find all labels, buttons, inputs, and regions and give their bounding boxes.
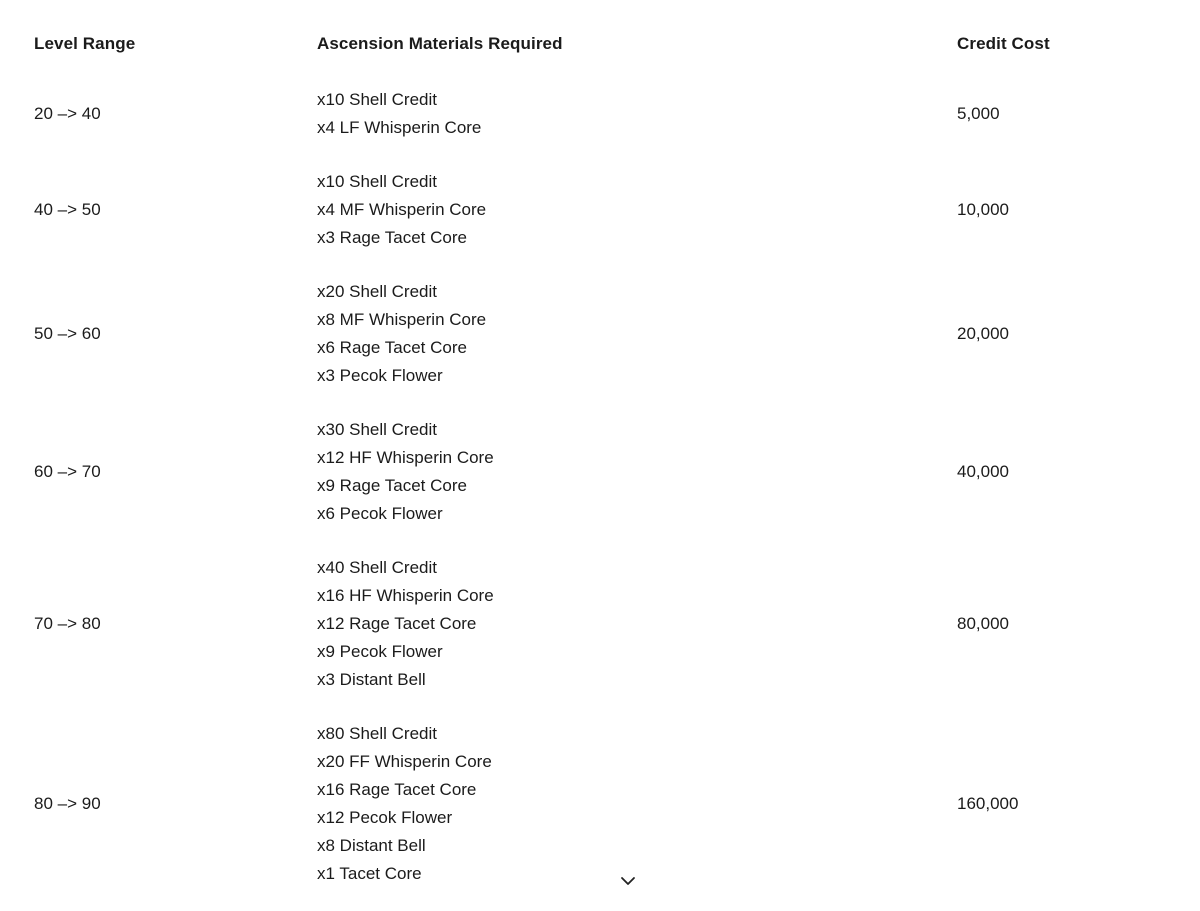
credit-cost-cell: 160,000 [957, 794, 1019, 813]
materials-cell [317, 528, 957, 694]
material-item: x20 FF Whisperin Core [317, 752, 492, 771]
credit-cost-cell: 40,000 [957, 462, 1009, 481]
level-range-cell: 70 –> 80 [34, 614, 101, 633]
credit-cost-cell: 10,000 [957, 200, 1009, 219]
material-item: x12 HF Whisperin Core [317, 448, 494, 467]
material-item: x12 Rage Tacet Core [317, 614, 477, 633]
materials-list [317, 168, 957, 252]
material-item: x20 Shell Credit [317, 282, 438, 301]
material-item: x9 Rage Tacet Core [317, 476, 467, 495]
header-level-range: Level Range [34, 34, 136, 53]
material-item: x12 Pecok Flower [317, 808, 453, 827]
table-row [34, 66, 1157, 142]
table-row [34, 528, 1157, 694]
materials-cell [317, 142, 957, 252]
material-item: x40 Shell Credit [317, 558, 438, 577]
materials-list [317, 554, 957, 694]
material-item: x3 Distant Bell [317, 670, 426, 689]
materials-list [317, 86, 957, 142]
material-item: x16 HF Whisperin Core [317, 586, 494, 605]
material-item: x6 Pecok Flower [317, 504, 443, 523]
level-range-cell: 80 –> 90 [34, 794, 101, 813]
header-credit-cost: Credit Cost [957, 34, 1050, 53]
level-range-cell: 50 –> 60 [34, 324, 101, 343]
material-item: x6 Rage Tacet Core [317, 338, 467, 357]
material-item: x3 Rage Tacet Core [317, 228, 467, 247]
material-item: x16 Rage Tacet Core [317, 780, 477, 799]
header-materials: Ascension Materials Required [317, 34, 563, 53]
material-item: x9 Pecok Flower [317, 642, 443, 661]
table-row [34, 252, 1157, 390]
credit-cost-cell: 5,000 [957, 104, 1000, 123]
level-range-cell: 40 –> 50 [34, 200, 101, 219]
material-item: x3 Pecok Flower [317, 366, 443, 385]
material-item: x80 Shell Credit [317, 724, 438, 743]
ascension-table [34, 22, 1157, 888]
material-item: x4 LF Whisperin Core [317, 118, 482, 137]
level-range-cell: 60 –> 70 [34, 462, 101, 481]
materials-cell [317, 252, 957, 390]
material-item: x4 MF Whisperin Core [317, 200, 487, 219]
materials-list [317, 278, 957, 390]
material-item: x30 Shell Credit [317, 420, 438, 439]
table-body [34, 66, 1157, 888]
table-row [34, 694, 1157, 888]
credit-cost-cell: 20,000 [957, 324, 1009, 343]
material-item: x10 Shell Credit [317, 172, 438, 191]
materials-list [317, 720, 957, 888]
credit-cost-cell: 80,000 [957, 614, 1009, 633]
material-item: x8 MF Whisperin Core [317, 310, 487, 329]
table-row [34, 142, 1157, 252]
material-item: x10 Shell Credit [317, 90, 438, 109]
materials-cell [317, 390, 957, 528]
materials-cell [317, 66, 957, 142]
table-header-row [34, 22, 1157, 66]
chevron-down-icon[interactable] [619, 872, 637, 890]
material-item: x8 Distant Bell [317, 836, 426, 855]
table-row [34, 390, 1157, 528]
level-range-cell: 20 –> 40 [34, 104, 101, 123]
materials-cell [317, 694, 957, 888]
material-item: x1 Tacet Core [317, 864, 422, 883]
materials-list [317, 416, 957, 528]
